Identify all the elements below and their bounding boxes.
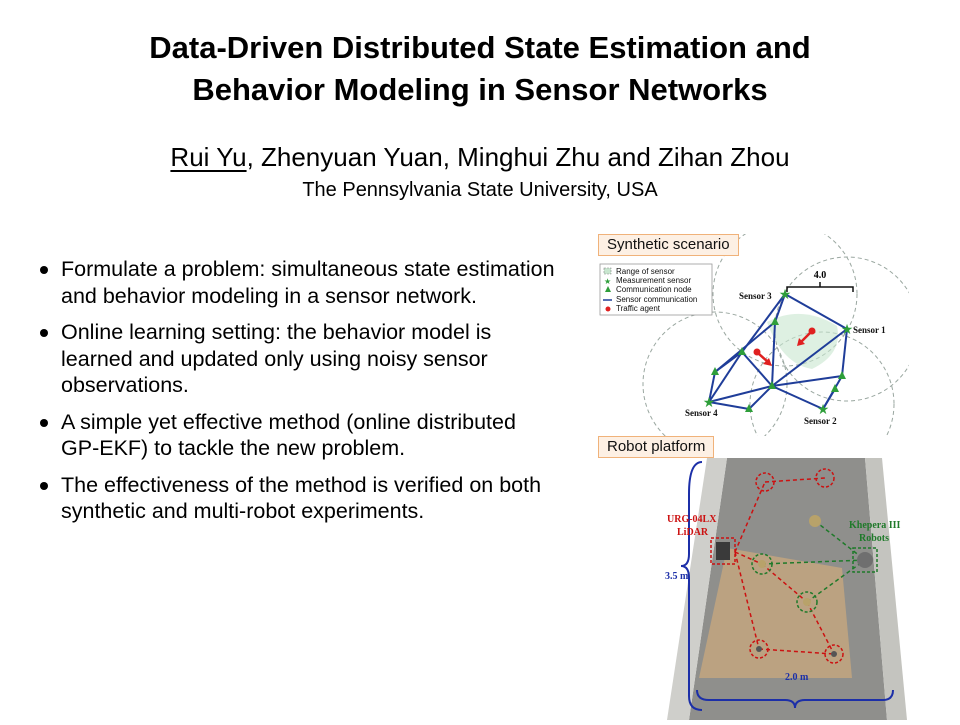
bullet-dot-icon xyxy=(40,329,48,337)
synthetic-scenario-diagram xyxy=(597,234,909,436)
robot-platform-label: Robot platform xyxy=(598,436,714,458)
bullet-item xyxy=(40,319,560,399)
measurement-sensor-icon: ★ xyxy=(840,322,854,338)
lidar-icon xyxy=(716,542,730,560)
bullet-item xyxy=(40,256,560,309)
robot-platform-figure xyxy=(597,434,909,720)
distance-bracket xyxy=(787,282,853,292)
legend-range-swatch xyxy=(604,268,611,274)
coauthor-names: , Zhenyuan Yuan, Minghui Zhu and Zihan Zhou xyxy=(246,142,790,172)
distance-label: 4.0 xyxy=(813,270,827,281)
legend-agent-icon xyxy=(606,307,611,312)
synthetic-scenario-label: Synthetic scenario xyxy=(598,234,739,256)
robots-label-2: Robots xyxy=(859,533,890,544)
bullet-item xyxy=(40,409,560,462)
lidar-label-2: LiDAR xyxy=(677,527,709,538)
bullet-text: Formulate a problem: simultaneous state estimation and behavior modeling in a sensor network. xyxy=(61,257,555,308)
lidar-label-1: URG-04LX xyxy=(667,514,717,525)
legend-text: Traffic agent xyxy=(616,304,661,313)
bullet-dot-icon xyxy=(40,266,48,274)
robot-platform-photo xyxy=(597,434,909,720)
legend-text: Communication node xyxy=(616,285,692,294)
bullet-item xyxy=(40,472,560,525)
author-list xyxy=(0,140,960,174)
sensor-label: Sensor 2 xyxy=(804,416,837,426)
sensor-label: Sensor 4 xyxy=(685,408,718,418)
legend xyxy=(600,264,712,315)
bullet-dot-icon xyxy=(40,482,48,490)
bullet-text: Online learning setting: the behavior model is learned and updated only using noisy sensor observations. xyxy=(61,320,492,397)
bullet-dot-icon xyxy=(40,419,48,427)
measurement-sensor-icon: ★ xyxy=(816,402,830,418)
legend-text: Sensor communication xyxy=(616,295,698,304)
measurement-sensor-icon: ★ xyxy=(778,287,792,303)
affiliation: The Pennsylvania State University, USA xyxy=(302,179,658,201)
robot-icon xyxy=(809,515,821,527)
presenter-name: Rui Yu xyxy=(170,142,247,172)
legend-text: Measurement sensor xyxy=(616,276,692,285)
sensor-label: Sensor 1 xyxy=(853,325,886,335)
bullet-text: The effectiveness of the method is verified on both synthetic and multi-robot experiments. xyxy=(61,472,542,523)
measurement-sensor-icon: ★ xyxy=(702,395,716,411)
slide-title xyxy=(0,27,960,111)
width-dimension-label: 2.0 m xyxy=(785,672,809,683)
legend-text: Range of sensor xyxy=(616,267,675,276)
communication-node-icon xyxy=(838,371,846,379)
title-line-2: Behavior Modeling in Sensor Networks xyxy=(192,72,768,107)
sensor-label: Sensor 3 xyxy=(739,291,772,301)
legend-star-icon: ★ xyxy=(604,277,612,286)
robot-closeup-icon xyxy=(857,552,873,568)
title-line-1: Data-Driven Distributed State Estimation and xyxy=(149,30,811,65)
synthetic-scenario-figure xyxy=(597,234,909,436)
height-dimension-label: 3.5 m xyxy=(665,571,689,582)
robots-label-1: Khepera III xyxy=(849,520,901,531)
bullet-text: A simple yet effective method (online distributed GP-EKF) to tackle the new problem. xyxy=(61,409,516,460)
bullet-list xyxy=(40,256,560,535)
